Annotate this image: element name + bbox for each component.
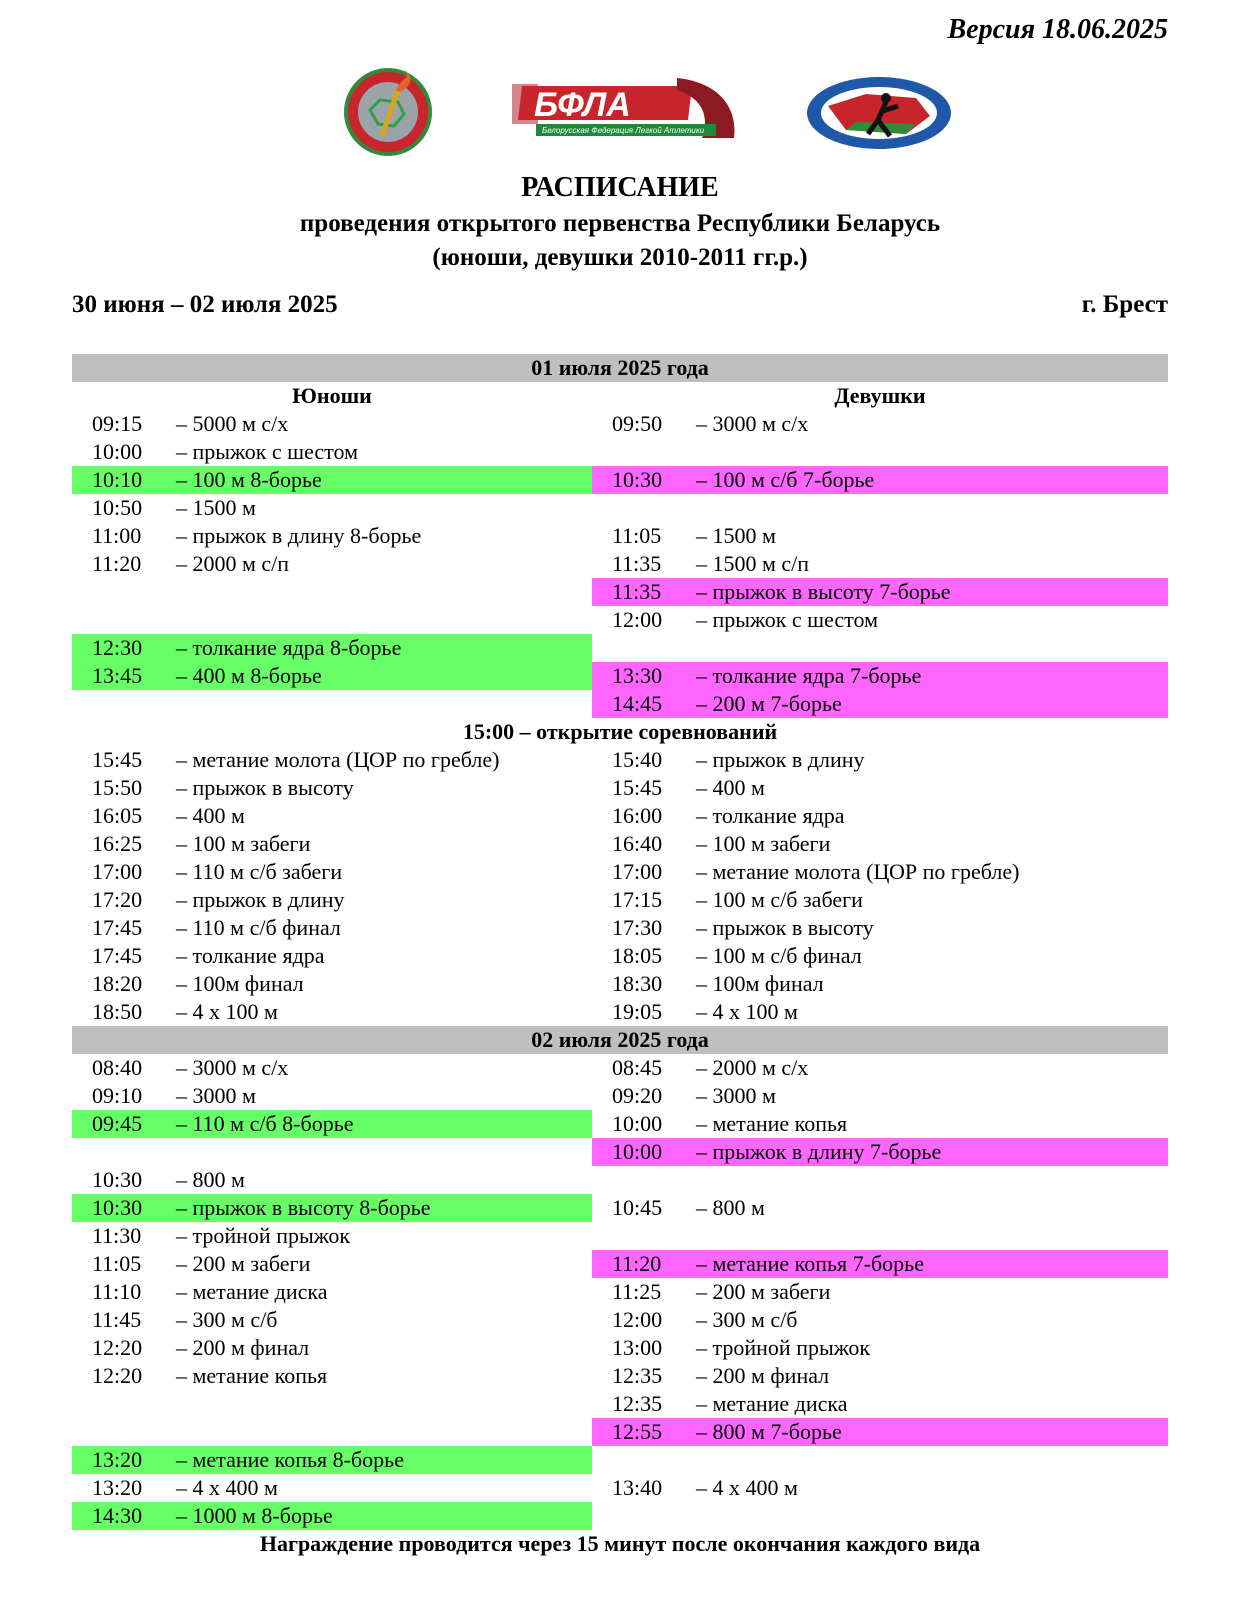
schedule-row (72, 410, 1168, 438)
schedule-row (72, 634, 1168, 662)
girls-cell (592, 1418, 1168, 1446)
boys-cell (72, 886, 592, 914)
event-name: – прыжок с шестом (176, 439, 359, 464)
event-name: – 100м финал (696, 971, 824, 996)
boys-cell (72, 1250, 592, 1278)
event-time: 17:15 (612, 887, 663, 912)
event-name: – прыжок в высоту (696, 915, 874, 940)
schedule-row (72, 466, 1168, 494)
event-name: – метание копья (176, 1363, 328, 1388)
event-name: – 200 м финал (176, 1335, 310, 1360)
schedule-row (72, 1222, 1168, 1250)
girls-cell (592, 1390, 1168, 1418)
event-time: 12:00 (612, 1307, 663, 1332)
event-name: – 3000 м с/х (176, 1055, 289, 1080)
bfla-logo-text: БФЛА (534, 86, 631, 124)
event-time: 09:15 (92, 411, 143, 436)
event-name: – 400 м (696, 775, 765, 800)
event-name: – 300 м с/б (696, 1307, 798, 1332)
event-name: – 300 м с/б (176, 1307, 278, 1332)
girls-cell (592, 1362, 1168, 1390)
boys-cell (72, 690, 592, 718)
boys-cell (72, 1334, 592, 1362)
event-name: – 1500 м (176, 495, 256, 520)
event-time: 16:25 (92, 831, 143, 856)
event-time: 13:45 (92, 663, 143, 688)
boys-cell (72, 522, 592, 550)
schedule-row (72, 970, 1168, 998)
event-name: – тройной прыжок (176, 1223, 351, 1248)
event-name: – 3000 м (696, 1083, 776, 1108)
boys-cell (72, 438, 592, 466)
schedule-row (72, 1502, 1168, 1530)
event-name: – 110 м с/б 8-борье (176, 1111, 354, 1136)
event-time: 15:45 (612, 775, 663, 800)
boys-cell (72, 998, 592, 1026)
event-name: – толкание ядра 8-борье (176, 635, 402, 660)
schedule-row (72, 1334, 1168, 1362)
girls-cell (592, 410, 1168, 438)
boys-cell (72, 410, 592, 438)
event-name: – 100 м с/б 7-борье (696, 467, 875, 492)
event-time: 13:20 (92, 1447, 143, 1472)
boys-cell (72, 942, 592, 970)
boys-cell (72, 634, 592, 662)
girls-cell (592, 690, 1168, 718)
boys-cell (72, 1390, 592, 1418)
event-time: 11:00 (92, 523, 142, 548)
event-time: 14:45 (612, 691, 663, 716)
event-name: – 800 м (176, 1167, 245, 1192)
event-time: 16:00 (612, 803, 663, 828)
schedule-row (72, 1054, 1168, 1082)
event-name: – 100м финал (176, 971, 304, 996)
schedule-row (72, 1082, 1168, 1110)
girls-cell (592, 606, 1168, 634)
event-name: – прыжок в длину 7-борье (696, 1139, 942, 1164)
boys-cell (72, 746, 592, 774)
girls-cell (592, 494, 1168, 522)
boys-cell (72, 1446, 592, 1474)
schedule-row (72, 662, 1168, 690)
event-time: 11:20 (612, 1251, 662, 1276)
event-name: – прыжок с шестом (696, 607, 879, 632)
event-time: 11:35 (612, 579, 662, 604)
opening-ceremony: 15:00 – открытие соревнований (462, 719, 778, 744)
event-time: 15:50 (92, 775, 143, 800)
girls-cell (592, 1054, 1168, 1082)
boys-cell (72, 550, 592, 578)
event-name: – толкание ядра (176, 943, 325, 968)
girls-cell (592, 774, 1168, 802)
girls-cell (592, 1138, 1168, 1166)
event-time: 13:00 (612, 1335, 663, 1360)
event-time: 10:50 (92, 495, 143, 520)
version-label: Версия 18.06.2025 (947, 14, 1168, 45)
event-name: – 800 м (696, 1195, 765, 1220)
schedule-row (72, 998, 1168, 1026)
schedule-row (72, 858, 1168, 886)
girls-cell (592, 662, 1168, 690)
boys-cell (72, 1278, 592, 1306)
event-time: 11:10 (92, 1279, 142, 1304)
event-name: – метание молота (ЦОР по гребле) (696, 859, 1020, 884)
event-time: 08:45 (612, 1055, 663, 1080)
boys-cell (72, 1222, 592, 1250)
girls-cell (592, 858, 1168, 886)
event-name: – метание диска (176, 1279, 328, 1304)
boys-cell (72, 662, 592, 690)
boys-header: Юноши (292, 383, 372, 408)
schedule-row (72, 494, 1168, 522)
schedule-row (72, 522, 1168, 550)
event-time: 09:20 (612, 1083, 663, 1108)
boys-cell (72, 1138, 592, 1166)
group-headers (72, 382, 1168, 410)
girls-cell (592, 746, 1168, 774)
event-time: 18:20 (92, 971, 143, 996)
event-time: 10:00 (92, 439, 143, 464)
event-name: – 100 м с/б финал (696, 943, 862, 968)
boys-cell (72, 466, 592, 494)
girls-cell (592, 1194, 1168, 1222)
girls-cell (592, 550, 1168, 578)
boys-cell (72, 1082, 592, 1110)
event-name: – 400 м 8-борье (176, 663, 322, 688)
schedule-row (72, 1474, 1168, 1502)
event-time: 17:45 (92, 915, 143, 940)
schedule-row (72, 1194, 1168, 1222)
boys-cell (72, 1502, 592, 1530)
page-subtitle: проведения открытого первенства Республики Беларусь (299, 210, 941, 237)
event-time: 15:40 (612, 747, 663, 772)
girls-cell (592, 830, 1168, 858)
girls-cell (592, 578, 1168, 606)
event-time: 11:45 (92, 1307, 142, 1332)
schedule-row (72, 1362, 1168, 1390)
event-name: – 800 м 7-борье (696, 1419, 842, 1444)
event-time: 10:10 (92, 467, 143, 492)
event-name: – 110 м с/б забеги (176, 859, 343, 884)
schedule-row (72, 1418, 1168, 1446)
event-name: – 2000 м с/п (176, 551, 290, 576)
event-name: – 1500 м с/п (696, 551, 810, 576)
schedule-row (72, 1166, 1168, 1194)
boys-cell (72, 1474, 592, 1502)
event-time: 14:30 (92, 1503, 143, 1528)
boys-cell (72, 1306, 592, 1334)
schedule-row (72, 1390, 1168, 1418)
girls-cell (592, 1082, 1168, 1110)
event-time: 17:00 (92, 859, 143, 884)
event-name: – 100 м 8-борье (176, 467, 322, 492)
event-time: 16:40 (612, 831, 663, 856)
event-name: – прыжок в длину 8-борье (176, 523, 422, 548)
schedule-row (72, 774, 1168, 802)
event-time: 12:00 (612, 607, 663, 632)
event-name: – 2000 м с/х (696, 1055, 809, 1080)
schedule-row (72, 438, 1168, 466)
republican-center-logo (806, 76, 952, 150)
event-time: 12:35 (612, 1363, 663, 1388)
event-time: 11:30 (92, 1223, 142, 1248)
event-time: 09:50 (612, 411, 663, 436)
event-name: – 3000 м с/х (696, 411, 809, 436)
schedule-table (72, 354, 1168, 1558)
event-name: – 200 м 7-борье (696, 691, 842, 716)
event-name: – прыжок в длину (176, 887, 345, 912)
girls-cell (592, 438, 1168, 466)
girls-cell (592, 886, 1168, 914)
event-time: 08:40 (92, 1055, 143, 1080)
girls-cell (592, 1474, 1168, 1502)
boys-cell (72, 774, 592, 802)
event-time: 10:45 (612, 1195, 663, 1220)
event-time: 10:30 (92, 1167, 143, 1192)
schedule-row (72, 1138, 1168, 1166)
girls-cell (592, 1278, 1168, 1306)
event-name: – 100 м забеги (176, 831, 311, 856)
schedule-row (72, 746, 1168, 774)
event-time: 18:50 (92, 999, 143, 1024)
event-time: 19:05 (612, 999, 663, 1024)
event-time: 11:05 (612, 523, 662, 548)
event-name: – 110 м с/б финал (176, 915, 341, 940)
event-time: 12:20 (92, 1335, 143, 1360)
event-name: – прыжок в высоту 7-борье (696, 579, 951, 604)
schedule-row (72, 1110, 1168, 1138)
schedule-row (72, 1278, 1168, 1306)
boys-cell (72, 1362, 592, 1390)
event-name: – метание диска (696, 1391, 848, 1416)
event-time: 17:45 (92, 943, 143, 968)
girls-cell (592, 1222, 1168, 1250)
event-time: 12:55 (612, 1419, 663, 1444)
schedule-row (72, 1250, 1168, 1278)
event-name: – 400 м (176, 803, 245, 828)
schedule-row (72, 942, 1168, 970)
girls-cell (592, 1446, 1168, 1474)
day-header: 02 июля 2025 года (72, 1026, 1168, 1054)
event-name: – 100 м забеги (696, 831, 831, 856)
awards-note: Награждение проводится через 15 минут после окончания каждого вида (259, 1531, 981, 1556)
event-name: – 200 м финал (696, 1363, 830, 1388)
boys-cell (72, 494, 592, 522)
event-name: – 3000 м (176, 1083, 256, 1108)
schedule-row (72, 830, 1168, 858)
event-time: 11:20 (92, 551, 142, 576)
schedule-row (72, 1306, 1168, 1334)
boys-cell (72, 606, 592, 634)
schedule-row (72, 578, 1168, 606)
girls-cell (592, 1306, 1168, 1334)
ministry-sport-tourism-logo (342, 66, 434, 158)
event-time: 18:05 (612, 943, 663, 968)
event-name: – прыжок в длину (696, 747, 865, 772)
girls-cell (592, 914, 1168, 942)
girls-cell (592, 1334, 1168, 1362)
schedule-row (72, 886, 1168, 914)
girls-cell (592, 1166, 1168, 1194)
boys-cell (72, 858, 592, 886)
event-time: 11:25 (612, 1279, 662, 1304)
event-name: – метание молота (ЦОР по гребле) (176, 747, 500, 772)
event-name: – метание копья (696, 1111, 848, 1136)
boys-cell (72, 1418, 592, 1446)
event-name: – 4 х 100 м (176, 999, 278, 1024)
bfla-logo (512, 76, 742, 146)
event-time: 17:20 (92, 887, 143, 912)
event-time: 17:30 (612, 915, 663, 940)
boys-cell (72, 802, 592, 830)
event-time: 10:00 (612, 1139, 663, 1164)
event-city: г. Брест (1081, 291, 1168, 318)
event-name: – 100 м с/б забеги (696, 887, 863, 912)
girls-cell (592, 522, 1168, 550)
schedule-row (72, 690, 1168, 718)
event-time: 18:30 (612, 971, 663, 996)
event-name: – 4 х 400 м (696, 1475, 798, 1500)
page-title: РАСПИСАНИЕ (521, 172, 719, 203)
event-name: – 5000 м с/х (176, 411, 289, 436)
event-name: – 200 м забеги (176, 1251, 311, 1276)
girls-cell (592, 802, 1168, 830)
event-time: 15:45 (92, 747, 143, 772)
girls-cell (592, 998, 1168, 1026)
girls-cell (592, 466, 1168, 494)
girls-header: Девушки (834, 383, 926, 408)
event-time: 11:05 (92, 1251, 142, 1276)
girls-cell (592, 634, 1168, 662)
girls-cell (592, 1250, 1168, 1278)
event-name: – метание копья 7-борье (696, 1251, 924, 1276)
girls-cell (592, 1502, 1168, 1530)
event-time: 13:20 (92, 1475, 143, 1500)
event-time: 16:05 (92, 803, 143, 828)
event-name: – 200 м забеги (696, 1279, 831, 1304)
event-time: 12:35 (612, 1391, 663, 1416)
girls-cell (592, 942, 1168, 970)
boys-cell (72, 1166, 592, 1194)
event-time: 09:45 (92, 1111, 143, 1136)
event-name: – толкание ядра (696, 803, 845, 828)
schedule-row (72, 802, 1168, 830)
event-name: – 1500 м (696, 523, 776, 548)
boys-cell (72, 1194, 592, 1222)
event-name: – 1000 м 8-борье (176, 1503, 333, 1528)
event-time: 10:00 (612, 1111, 663, 1136)
boys-cell (72, 1110, 592, 1138)
day-header: 01 июля 2025 года (72, 354, 1168, 382)
boys-cell (72, 914, 592, 942)
event-time: 12:20 (92, 1363, 143, 1388)
schedule-row (72, 550, 1168, 578)
event-name: – прыжок в высоту 8-борье (176, 1195, 431, 1220)
event-time: 11:35 (612, 551, 662, 576)
event-name: – 4 х 100 м (696, 999, 798, 1024)
boys-cell (72, 970, 592, 998)
schedule-row (72, 914, 1168, 942)
svg-text:Белорусская Федерация Легкой А: Белорусская Федерация Легкой Атлетики (542, 126, 705, 135)
event-name: – толкание ядра 7-борье (696, 663, 922, 688)
event-dates: 30 июня – 02 июля 2025 (72, 291, 338, 318)
girls-cell (592, 970, 1168, 998)
event-time: 12:30 (92, 635, 143, 660)
event-name: – прыжок в высоту (176, 775, 354, 800)
event-name: – метание копья 8-борье (176, 1447, 404, 1472)
event-time: 10:30 (612, 467, 663, 492)
event-name: – тройной прыжок (696, 1335, 871, 1360)
boys-cell (72, 1054, 592, 1082)
schedule-row (72, 606, 1168, 634)
event-time: 17:00 (612, 859, 663, 884)
event-time: 13:30 (612, 663, 663, 688)
event-time: 10:30 (92, 1195, 143, 1220)
boys-cell (72, 830, 592, 858)
event-time: 13:40 (612, 1475, 663, 1500)
logo-strip (0, 62, 1240, 162)
boys-cell (72, 578, 592, 606)
age-groups-subtitle: (юноши, девушки 2010-2011 гг.р.) (432, 244, 808, 271)
schedule-row (72, 1446, 1168, 1474)
girls-cell (592, 1110, 1168, 1138)
event-name: – 4 х 400 м (176, 1475, 278, 1500)
event-time: 09:10 (92, 1083, 143, 1108)
